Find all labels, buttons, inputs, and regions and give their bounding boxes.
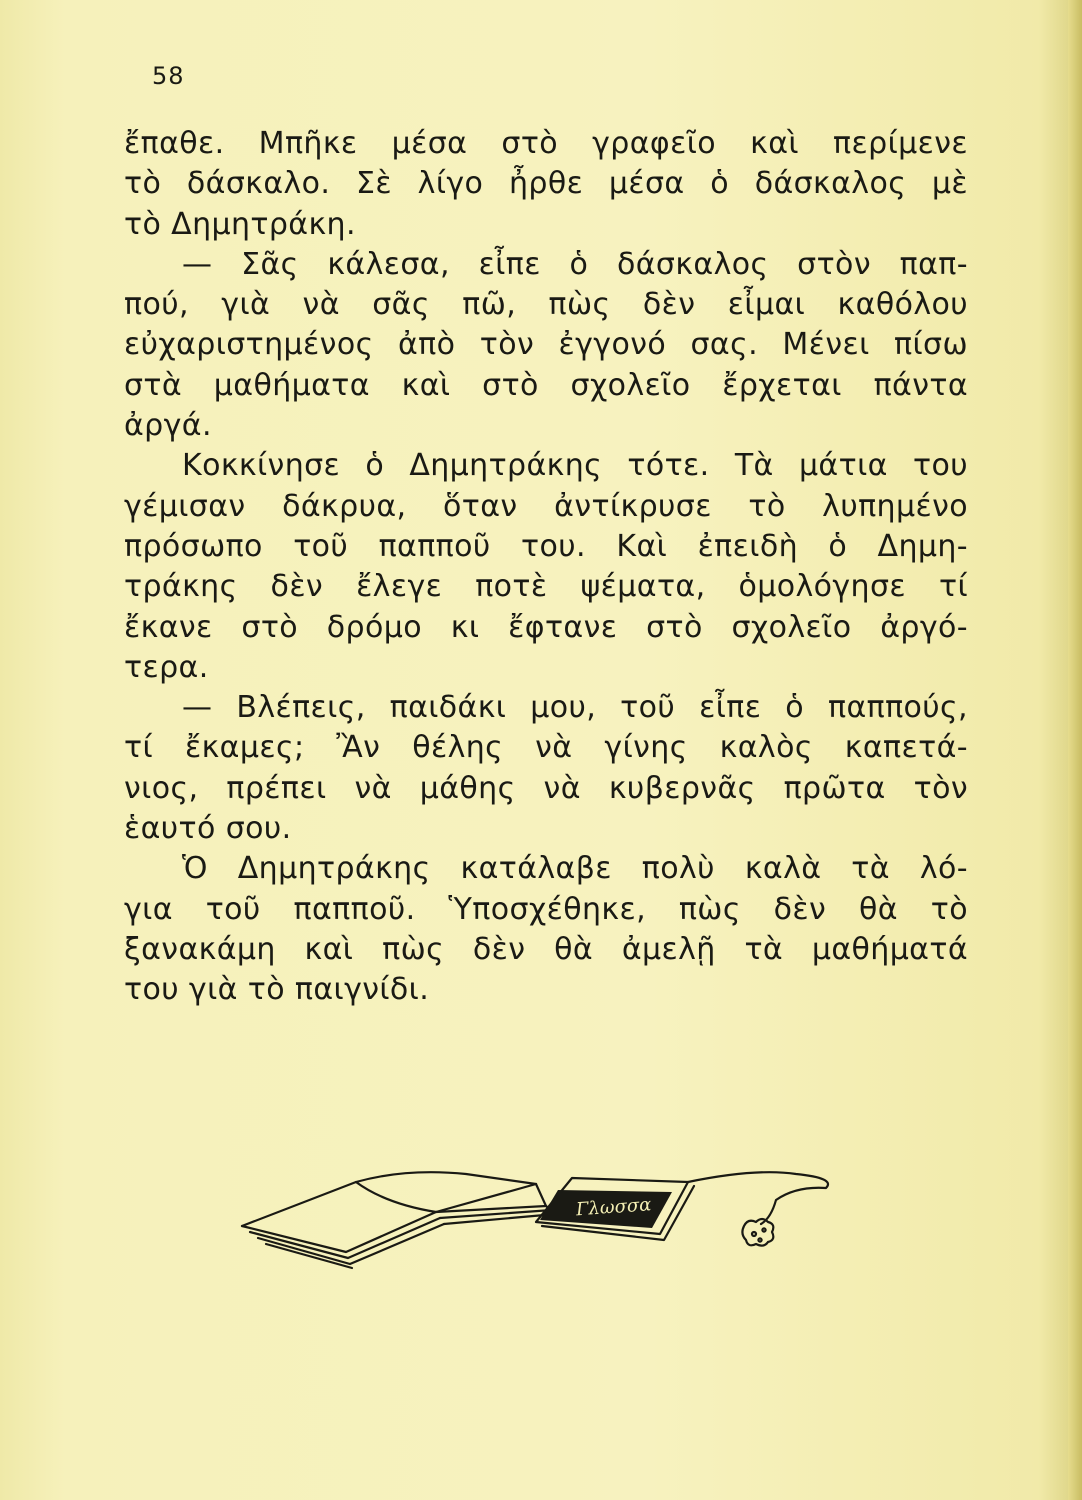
text-line: του γιὰ τὸ παιγνίδι. [124, 972, 430, 1008]
text-line: τὸ Δημητράκη. [124, 206, 356, 242]
text-line: Κοκκίνησε ὁ Δημητράκης τότε. Τὰ μάτια του [182, 448, 968, 484]
text-line: ξανακάμη καὶ πὼς δὲν θὰ ἀμελῇ τὰ μαθήματά [124, 931, 968, 967]
book-and-slate-illustration [236, 1148, 846, 1276]
text-line: τί ἔκαμες; Ἂν θέλης νὰ γίνης καλὸς καπετά- [124, 730, 968, 766]
text-line: πού, γιὰ νὰ σᾶς πῶ, πὼς δὲν εἶμαι καθόλου [124, 287, 968, 323]
text-line: για τοῦ παπποῦ. Ὑποσχέθηκε, πὼς δὲν θὰ τὸ [124, 891, 968, 927]
text-line: ἑαυτό σου. [124, 811, 292, 847]
text-line: — Βλέπεις, παιδάκι μου, τοῦ εἶπε ὁ παππούς, [182, 690, 968, 726]
text-line: στὰ μαθήματα καὶ στὸ σχολεῖο ἔρχεται πάντα [124, 367, 968, 403]
text-line: Ὁ Δημητράκης κατάλαβε πολὺ καλὰ τὰ λό- [182, 851, 968, 887]
page-number: 58 [152, 62, 185, 90]
text-line: πρόσωπο τοῦ παπποῦ του. Καὶ ἐπειδὴ ὁ Δημη- [124, 528, 968, 564]
slate-label: Γλωσσα [575, 1194, 652, 1221]
text-line: τὸ δάσκαλο. Σὲ λίγο ἦρθε μέσα ὁ δάσκαλος μὲ [124, 166, 968, 202]
text-line: νιος, πρέπει νὰ μάθης νὰ κυβερνᾶς πρῶτα τὸν [124, 770, 968, 806]
text-line: τράκης δὲν ἔλεγε ποτὲ ψέματα, ὁμολόγησε τί [124, 569, 968, 605]
text-line: εὐχαριστημένος ἀπὸ τὸν ἐγγονό σας. Μένει πίσω [124, 327, 968, 363]
text-line: — Σᾶς κάλεσα, εἶπε ὁ δάσκαλος στὸν παπ- [182, 246, 968, 282]
page-spine-edge [1068, 0, 1082, 1500]
text-line: γέμισαν δάκρυα, ὅταν ἀντίκρυσε τὸ λυπημένο [124, 488, 968, 524]
text-line: ἀργά. [124, 408, 212, 444]
text-line: ἔπαθε. Μπῆκε μέσα στὸ γραφεῖο καὶ περίμενε [124, 126, 968, 161]
text-line: τερα. [124, 649, 209, 685]
text-line: ἔκανε στὸ δρόμο κι ἔφτανε στὸ σχολεῖο ἀργό- [124, 609, 968, 645]
body-text [124, 124, 968, 1011]
